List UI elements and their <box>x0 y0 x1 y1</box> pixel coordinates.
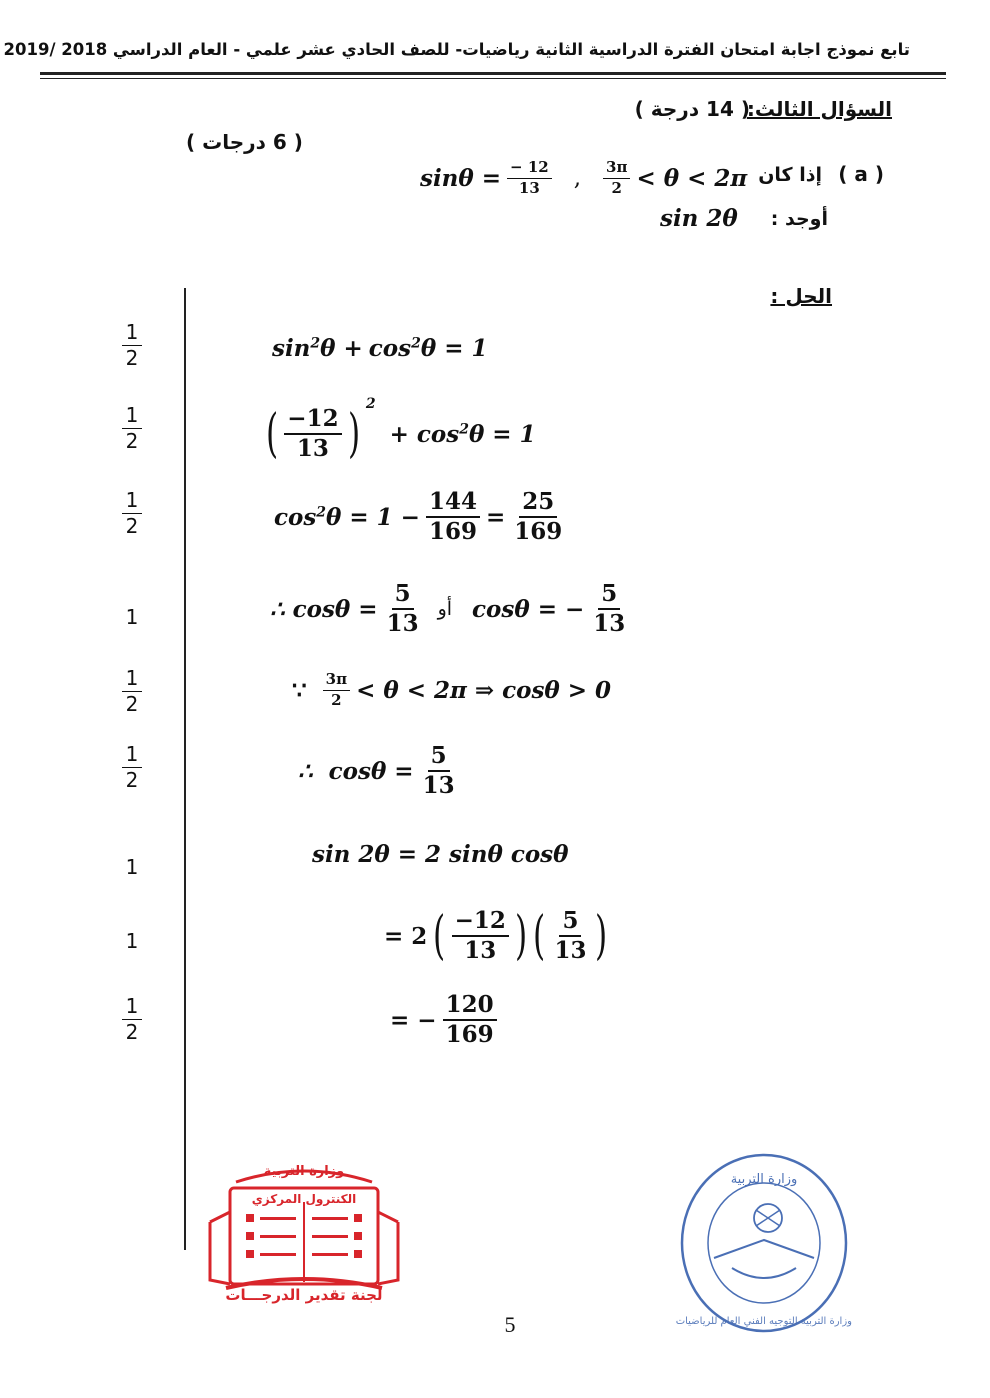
l8-num1: −12 <box>452 909 509 937</box>
score-6-num: 1 <box>122 744 143 768</box>
l2-num: −12 <box>284 407 341 435</box>
l4-num1: 5 <box>392 582 414 610</box>
l3-fraction-1 <box>426 490 480 544</box>
l9-den: 169 <box>445 1021 494 1049</box>
score-3-num: 1 <box>122 490 143 514</box>
score-line-2 <box>118 405 146 452</box>
score-6-den: 2 <box>125 768 139 792</box>
l5-den: 2 <box>331 690 342 709</box>
l8-fraction-2 <box>551 906 589 964</box>
solution-label: الحل : <box>770 284 832 308</box>
l2-den: 13 <box>296 435 329 462</box>
red-stamp-line2: الكنترول المركزي <box>251 1192 357 1206</box>
l3-eq: = <box>485 503 506 531</box>
l3-num2: 25 <box>519 490 557 518</box>
l4-den1: 13 <box>386 610 419 638</box>
seal-center-text: وزارة التربية <box>730 1172 798 1187</box>
score-5-den: 2 <box>125 692 139 716</box>
l4-or-word: أو <box>437 598 453 621</box>
grading-committee-stamp <box>196 1162 412 1310</box>
score-9-den: 2 <box>125 1020 139 1044</box>
given-sin-den: 13 <box>518 178 540 197</box>
score-line-7: 1 <box>125 855 139 879</box>
l1-rest: θ = 1 <box>420 335 488 362</box>
l5-because: ∵ <box>292 676 307 704</box>
score-line-6 <box>118 744 146 791</box>
l8-paren-2-open: ( <box>533 906 546 966</box>
l2-rest: θ = 1 <box>468 420 536 448</box>
score-2-den: 2 <box>125 429 139 453</box>
given-sin-fraction <box>507 157 552 197</box>
l9-num: 120 <box>443 993 497 1021</box>
score-line-5 <box>118 668 146 715</box>
l3-num1: 144 <box>426 490 480 518</box>
find-expression: sin 2θ <box>660 205 738 232</box>
l8-paren-1-open: ( <box>433 906 446 966</box>
solution-line-8 <box>384 900 608 972</box>
l6-num: 5 <box>428 744 450 772</box>
score-line-1 <box>118 322 146 369</box>
l3-fraction-2 <box>511 490 565 544</box>
score-column-divider <box>184 288 186 1250</box>
l5-rest: < θ < 2π ⇒ cosθ > 0 <box>356 676 612 704</box>
l8-den2: 13 <box>554 937 587 964</box>
l6-lhs: ∴ cosθ = <box>298 757 414 785</box>
find-text: أوجد : <box>770 208 828 230</box>
score-line-3 <box>118 490 146 537</box>
l2-fraction <box>284 404 341 462</box>
l2-open-paren: ( <box>266 404 279 464</box>
solution-line-5 <box>292 672 611 709</box>
l8-den1: 13 <box>464 937 497 964</box>
l6-den: 13 <box>422 772 455 800</box>
score-2-num: 1 <box>122 405 143 429</box>
l2-plus: + cos <box>389 420 460 448</box>
solution-line-3 <box>274 490 565 544</box>
given-range-den: 2 <box>611 178 622 197</box>
given-comma: , <box>573 165 582 191</box>
solution-line-1 <box>272 335 487 362</box>
l8-paren-1-close: ) <box>514 906 528 966</box>
ministry-circular-seal <box>676 1148 852 1338</box>
score-line-8: 1 <box>125 929 139 953</box>
given-expression <box>420 150 747 206</box>
l1-exp-b: 2 <box>411 335 421 352</box>
l1-exp-a: 2 <box>310 335 321 352</box>
l4-rhs: cosθ = − <box>472 595 585 623</box>
l8-num2: 5 <box>559 909 581 937</box>
part-label: ( a ) <box>838 162 884 186</box>
l3-den2: 169 <box>514 518 563 546</box>
l1-cos: cos <box>368 335 412 362</box>
given-sin-lhs: sinθ = <box>420 164 502 192</box>
score-1-num: 1 <box>122 322 143 346</box>
part-marks: ( 6 درجات ) <box>186 130 303 154</box>
l3-lhs: cos <box>274 503 317 531</box>
l8-paren-2-close: ) <box>595 906 608 966</box>
l4-den2: 13 <box>593 610 626 638</box>
l4-lhs: ∴ cosθ = <box>270 595 378 623</box>
score-line-4: 1 <box>125 605 139 629</box>
header-rule-thin <box>40 78 946 79</box>
red-stamp-line3: لجنة تقدير الدرجـــات <box>225 1286 383 1304</box>
question-total-marks: ( 14 درجة ) <box>634 97 750 121</box>
l3-den1: 169 <box>428 518 477 546</box>
solution-line-4 <box>270 582 628 636</box>
l2-exp2: 2 <box>459 420 469 437</box>
red-stamp-line1: وزارة التربية <box>263 1164 345 1179</box>
given-range-rest: < θ < 2π <box>636 164 748 192</box>
l8-lhs: = 2 <box>384 922 428 950</box>
l1-sin: sin <box>272 335 311 362</box>
l5-fraction <box>323 672 350 709</box>
page-header-title: تابع نموذج اجابة امتحان الفترة الدراسية الثانية رياضيات- للصف الحادي عشر علمي - العام الدراسي 2018 /2019 <box>3 40 910 59</box>
score-1-den: 2 <box>125 346 139 370</box>
page-number: 5 <box>504 1312 516 1337</box>
l8-fraction-1 <box>452 906 509 964</box>
l9-lhs: = − <box>390 1006 437 1034</box>
score-9-num: 1 <box>122 996 143 1020</box>
given-range-fraction <box>603 157 630 197</box>
l6-fraction <box>420 744 458 798</box>
l4-num2: 5 <box>598 582 620 610</box>
l3-exp: 2 <box>316 503 327 520</box>
solution-line-9 <box>390 993 497 1047</box>
given-range-num: 3π <box>603 160 630 179</box>
seal-ring-text: وزارة التربية التوجيه الفني العام للرياضيات <box>675 1316 852 1327</box>
solution-line-6 <box>298 744 458 798</box>
l5-num: 3π <box>323 672 350 691</box>
score-line-9 <box>118 996 146 1043</box>
score-5-num: 1 <box>122 668 143 692</box>
solution-line-7: sin 2θ = 2 sinθ cosθ <box>312 841 569 868</box>
l1-mid: θ + <box>320 335 363 362</box>
given-text: إذا كان <box>758 164 822 186</box>
l2-close-paren: ) <box>347 404 360 464</box>
header-rule-thick <box>40 72 946 75</box>
l2-exp: 2 <box>365 396 376 412</box>
l3-mid: θ = 1 − <box>326 503 420 531</box>
given-sin-num: − 12 <box>507 160 552 179</box>
l4-fraction-1 <box>384 582 422 636</box>
score-3-den: 2 <box>125 514 139 538</box>
l9-fraction <box>443 993 497 1047</box>
solution-line-2 <box>266 396 536 468</box>
l4-fraction-2 <box>590 582 628 636</box>
question-label: السؤال الثالث: <box>746 97 892 121</box>
